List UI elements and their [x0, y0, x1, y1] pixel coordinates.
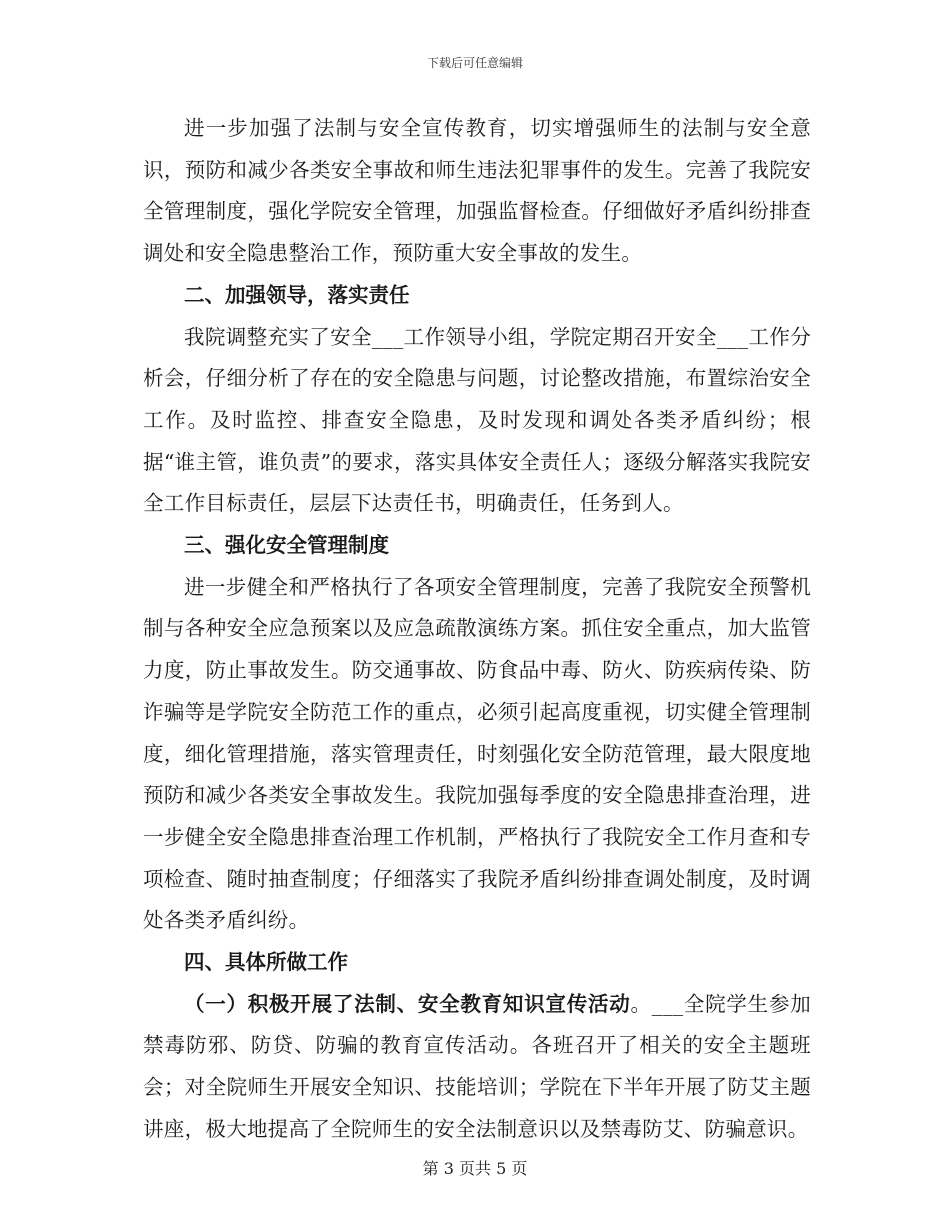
subsection-lead-title: （一）积极开展了法制、安全教育知识宣传活动	[184, 991, 631, 1016]
paragraph-education-activities	[143, 984, 811, 1151]
paragraph-management-system: 进一步健全和严格执行了各项安全管理制度，完善了我院安全预警机制与各种安全应急预案以及应急疏散演练方案。抓住安全重点，加大监管力度，防止事故发生。防交通事故、防食品中毒、防火、防疾病传染、防诈骗等是学院安全防范工作的重点，必须引起高度重视，切实健全管理制度，细化管理措施，落实管理责任，时刻强化安全防范管理，最大限度地预防和减少各类安全事故发生。我院加强每季度的安全隐患排查治理，进一步健全安全隐患排查治理工作机制，严格执行了我院安全工作月查和专项检查、随时抽查制度；仔细落实了我院矛盾纠纷排查调处制度，及时调处各类矛盾纠纷。	[143, 574, 811, 933]
paragraph-education-activities-text: 。___全院学生参加禁毒防邪、防贷、防骗的教育宣传活动。各班召开了相关的安全主题班会；对全院师生开展安全知识、技能培训；学院在下半年开展了防艾主题讲座，极大地提高了全院师生的安全法制意识以及禁毒防艾、防骗意识。	[143, 991, 811, 1141]
section-heading-management-system: 三、强化安全管理制度	[184, 533, 389, 558]
document-body	[143, 108, 811, 1151]
page-header: 下载后可任意编辑	[426, 56, 523, 70]
page-number-footer: 第 3 页共 5 页	[422, 1159, 528, 1178]
paragraph-leadership-responsibility: 我院调整充实了安全___工作领导小组，学院定期召开安全___工作分析会，仔细分析了存在的安全隐患与问题，讨论整改措施，布置综治安全工作。及时监控、排查安全隐患，及时发现和调处各类矛盾纠纷；根据“谁主管，谁负责”的要求，落实具体安全责任人；逐级分解落实我院安全工作目标责任，层层下达责任书，明确责任，任务到人。	[143, 324, 811, 516]
section-heading-leadership: 二、加强领导，落实责任	[184, 282, 410, 307]
section-heading-specific-work: 四、具体所做工作	[184, 950, 348, 975]
paragraph-legal-safety-education: 进一步加强了法制与安全宣传教育，切实增强师生的法制与安全意识，预防和减少各类安全事故和师生违法犯罪事件的发生。完善了我院安全管理制度，强化学院安全管理，加强监督检查。仔细做好矛盾纠纷排查调处和安全隐患整治工作，预防重大安全事故的发生。	[143, 116, 811, 266]
